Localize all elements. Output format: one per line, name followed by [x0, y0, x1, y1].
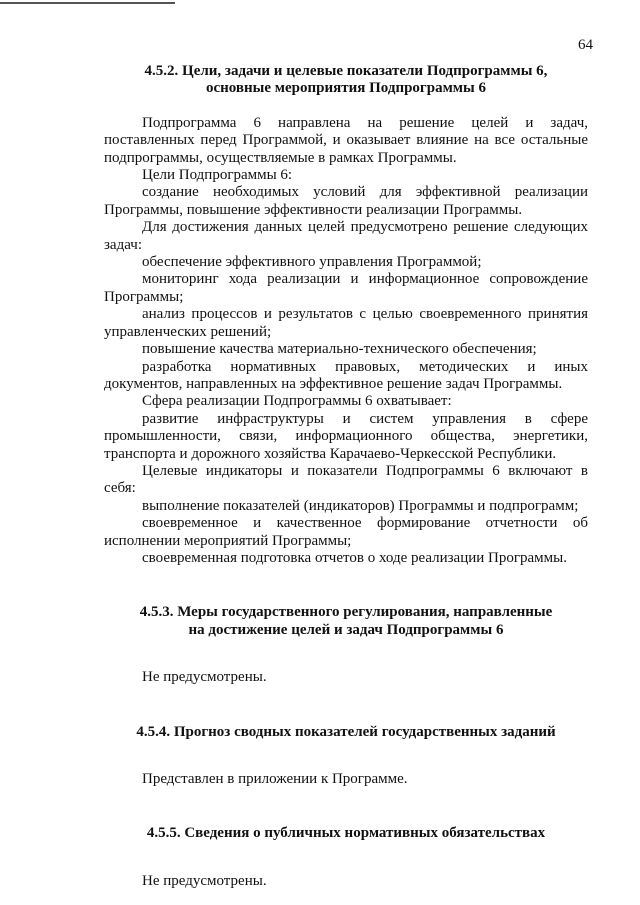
- document-body: [104, 63, 588, 890]
- spacer: [104, 741, 588, 771]
- section-heading-4-5-4: 4.5.4. Прогноз сводных показателей государственных заданий: [136, 723, 556, 740]
- paragraph: обеспечение эффективного управления Программой;: [142, 254, 482, 271]
- paragraph: Целевые индикаторы и показатели Подпрограммы 6 включают в себя:: [104, 462, 588, 497]
- page-number: 64: [578, 37, 593, 53]
- scan-artifact-line: [0, 2, 175, 4]
- paragraph: своевременное и качественное формирование отчетности об исполнении мероприятий Программы;: [104, 515, 588, 549]
- paragraph: развитие инфраструктуры и систем управления в сфере промышленности, связи, информационного общества, энергетики, транспорта и дорожного хозяйства Карачаево-Черкесской Республики.: [104, 410, 588, 462]
- spacer: [104, 843, 588, 873]
- heading-line-2: основные мероприятия Подпрограммы 6: [206, 80, 486, 97]
- paragraph: своевременная подготовка отчетов о ходе реализации Программы.: [142, 549, 567, 566]
- section-text: Представлен в приложении к Программе.: [142, 771, 408, 787]
- paragraph: Цели Подпрограммы 6:: [142, 167, 293, 184]
- paragraph: мониторинг хода реализации и информационное сопровождение Программы;: [104, 271, 588, 305]
- section-heading-4-5-5: 4.5.5. Сведения о публичных нормативных обязательствах: [146, 825, 546, 842]
- section-heading-4-5-3: [104, 604, 588, 639]
- spacer: [104, 687, 588, 724]
- heading-line-1: 4.5.3. Меры государственного регулирования, направленные: [139, 604, 553, 621]
- section-heading-4-5-2: [104, 63, 588, 98]
- section-text: Не предусмотрены.: [142, 872, 267, 889]
- spacer: [104, 639, 588, 669]
- spacer: [104, 567, 588, 604]
- paragraph: Для достижения данных целей предусмотрено решение следующих задач:: [104, 219, 588, 253]
- spacer: [104, 788, 588, 825]
- spacer: [104, 98, 588, 115]
- section-text: Не предусмотрены.: [142, 669, 267, 686]
- section-4-5-5: [104, 825, 588, 890]
- paragraph: анализ процессов и результатов с целью своевременного принятия управленческих решений;: [104, 306, 588, 340]
- paragraph: выполнение показателей (индикаторов) Программы и подпрограмм;: [142, 497, 579, 514]
- section-4-5-2: [104, 63, 588, 567]
- paragraph: Сфера реализации Подпрограммы 6 охватывает:: [142, 393, 452, 410]
- section-4-5-4: [104, 724, 588, 789]
- heading-line-2: на достижение целей и задач Подпрограммы 6: [188, 621, 504, 638]
- paragraph: повышение качества материально-технического обеспечения;: [142, 341, 537, 358]
- paragraph: разработка нормативных правовых, методических и иных документов, направленных на эффективное решение задач Программы.: [104, 358, 588, 392]
- heading-line-1: 4.5.2. Цели, задачи и целевые показатели Подпрограммы 6,: [144, 63, 548, 79]
- paragraph: создание необходимых условий для эффективной реализации Программы, повышение эффективности реализации Программы.: [104, 184, 588, 218]
- paragraph: Подпрограмма 6 направлена на решение целей и задач, поставленных перед Программой, и оказывает влияние на все остальные подпрограммы, осуществляемые в рамках Программы.: [104, 114, 588, 166]
- section-4-5-3: [104, 604, 588, 686]
